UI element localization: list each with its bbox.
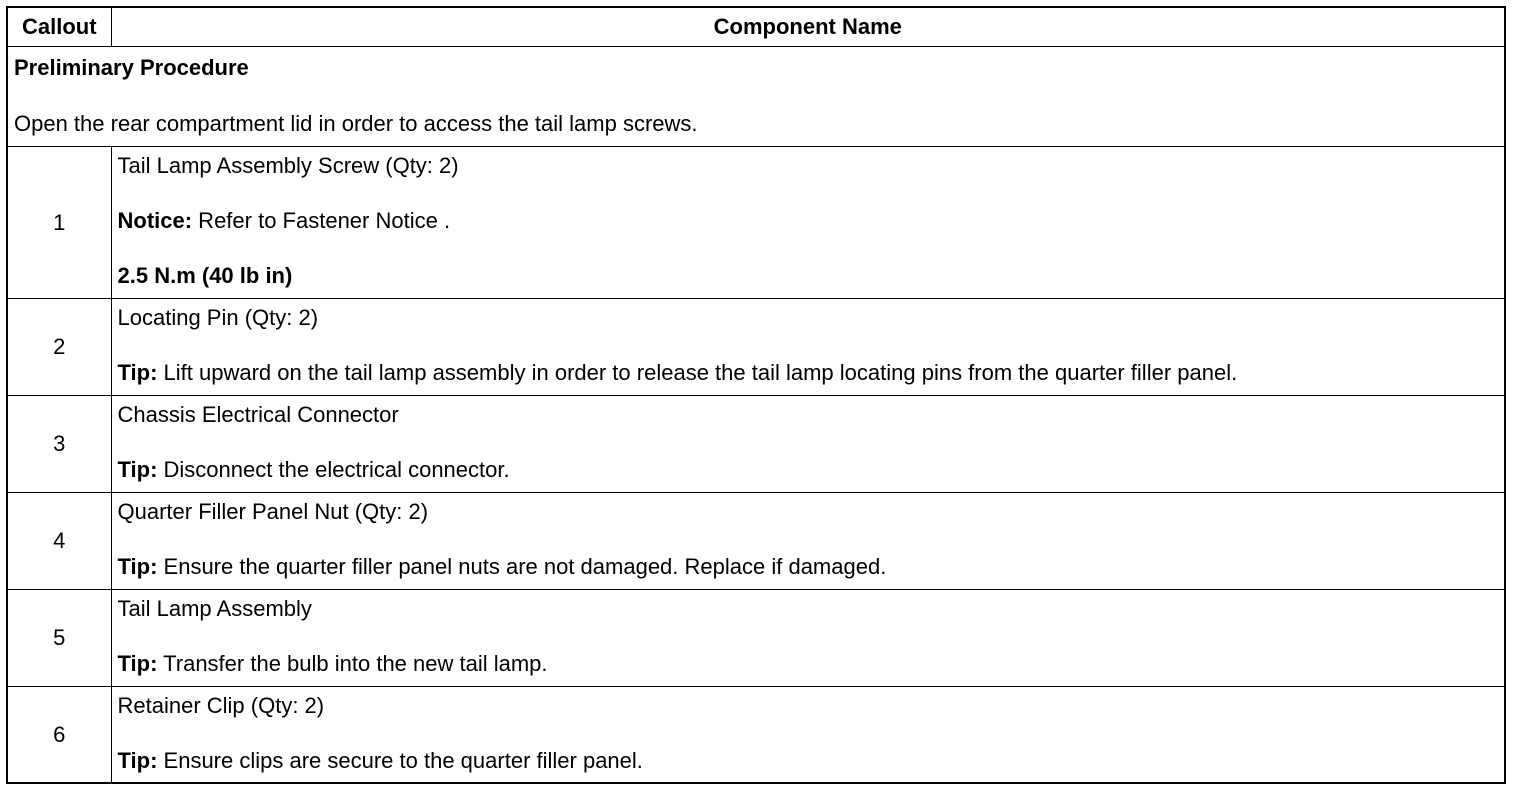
tip-text: Ensure the quarter filler panel nuts are not damaged. Replace if damaged.	[157, 554, 887, 579]
component-name: Retainer Clip (Qty: 2)	[117, 693, 325, 718]
component-cell	[111, 687, 1504, 784]
table-row	[8, 493, 1504, 590]
callout-number: 1	[8, 147, 111, 299]
component-name: Quarter Filler Panel Nut (Qty: 2)	[117, 499, 429, 524]
tip-label: Tip:	[117, 554, 158, 579]
component-name: Chassis Electrical Connector	[117, 402, 399, 427]
procedure-table-container	[6, 6, 1506, 784]
callout-number: 5	[8, 590, 111, 687]
tip-text: Transfer the bulb into the new tail lamp.	[157, 651, 548, 676]
callout-column-header: Callout	[8, 8, 111, 47]
table-row	[8, 590, 1504, 687]
component-name-column-header: Component Name	[111, 8, 1504, 47]
tip-line	[118, 554, 1499, 580]
notice-label: Notice:	[117, 208, 193, 233]
table-header-row	[8, 8, 1504, 47]
component-cell	[111, 590, 1504, 687]
procedure-table	[8, 8, 1504, 784]
component-cell	[111, 396, 1504, 493]
callout-number: 3	[8, 396, 111, 493]
table-row	[8, 299, 1504, 396]
tip-line	[118, 748, 1499, 774]
tip-label: Tip:	[117, 457, 158, 482]
notice-text: Refer to Fastener Notice .	[192, 208, 451, 233]
tip-line	[118, 360, 1499, 386]
callout-number: 2	[8, 299, 111, 396]
tip-text: Ensure clips are secure to the quarter filler panel.	[157, 748, 643, 773]
preliminary-procedure-text: Open the rear compartment lid in order to access the tail lamp screws.	[14, 111, 698, 136]
tip-line	[118, 457, 1499, 483]
tip-label: Tip:	[117, 748, 158, 773]
component-cell	[111, 493, 1504, 590]
component-cell	[111, 147, 1504, 299]
table-row	[8, 396, 1504, 493]
tip-label: Tip:	[117, 651, 158, 676]
tip-label: Tip:	[117, 360, 158, 385]
callout-number: 6	[8, 687, 111, 784]
preliminary-procedure-title: Preliminary Procedure	[14, 55, 249, 80]
preliminary-procedure-cell	[8, 47, 1504, 147]
component-cell	[111, 299, 1504, 396]
tip-text: Lift upward on the tail lamp assembly in order to release the tail lamp locating pins from the quarter filler panel.	[157, 360, 1238, 385]
callout-number: 4	[8, 493, 111, 590]
component-name: Tail Lamp Assembly	[117, 596, 312, 621]
torque-spec: 2.5 N.m (40 lb in)	[117, 263, 293, 288]
tip-line	[118, 651, 1499, 677]
component-name: Locating Pin (Qty: 2)	[117, 305, 319, 330]
notice-line	[118, 208, 1499, 234]
tip-text: Disconnect the electrical connector.	[157, 457, 510, 482]
table-row	[8, 687, 1504, 784]
table-row	[8, 147, 1504, 299]
preliminary-procedure-row	[8, 47, 1504, 147]
component-name: Tail Lamp Assembly Screw (Qty: 2)	[117, 153, 459, 178]
